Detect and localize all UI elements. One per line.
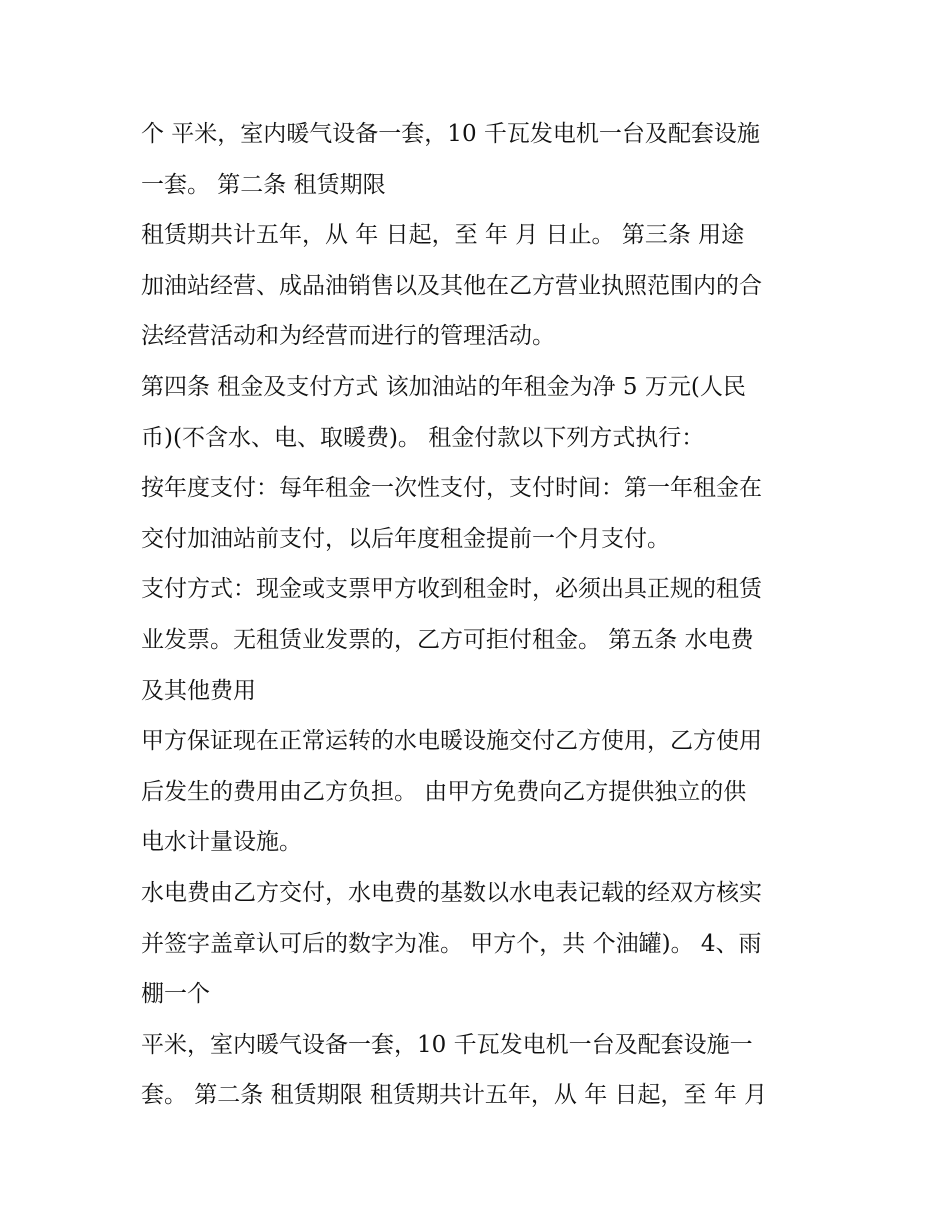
text-line-1: 个 平米，室内暖气设备一套，10 千瓦发电机一台及配套设施 (141, 121, 760, 147)
text-line-4: 加油站经营、成品油销售以及其他在乙方营业执照范围内的合 (141, 272, 762, 299)
text-line-14: 后发生的费用由乙方负担。 由甲方免费向乙方提供独立的供 (141, 778, 747, 805)
text-line-15: 电水计量设施。 (141, 829, 302, 856)
text-line-19: 平米，室内暖气设备一套，10 千瓦发电机一台及配套设施一 (141, 1031, 753, 1058)
text-line-2: 一套。 第二条 租赁期限 (141, 171, 386, 198)
text-line-16: 水电费由乙方交付，水电费的基数以水电表记载的经双方核实 (141, 879, 762, 906)
text-line-3: 租赁期共计五年，从 年 日起，至 年 月 日止。 第三条 用途 (141, 222, 745, 249)
text-line-10: 支付方式：现金或支票甲方收到租金时，必须出具正规的租赁 (141, 576, 762, 603)
text-line-13: 甲方保证现在正常运转的水电暖设施交付乙方使用，乙方使用 (141, 728, 762, 755)
text-line-11: 业发票。无租赁业发票的，乙方可拒付租金。 第五条 水电费 (141, 626, 754, 653)
text-line-18: 棚一个 (141, 981, 210, 1008)
text-line-12: 及其他费用 (141, 677, 256, 704)
document-body (141, 109, 821, 1121)
text-line-20: 套。 第二条 租赁期限 租赁期共计五年，从 年 日起，至 年 月 (141, 1082, 768, 1109)
text-line-9: 交付加油站前支付，以后年度租金提前一个月支付。 (141, 525, 670, 552)
text-line-6: 第四条 租金及支付方式 该加油站的年租金为净 5 万元(人民 (141, 373, 746, 400)
text-line-5: 法经营活动和为经营而进行的管理活动。 (141, 323, 555, 350)
text-line-8: 按年度支付：每年租金一次性支付，支付时间：第一年租金在 (141, 475, 762, 502)
text-line-17: 并签字盖章认可后的数字为准。 甲方个，共 个油罐)。 4、雨 (141, 930, 762, 957)
text-line-7: 币)(不含水、电、取暖费)。 租金付款以下列方式执行： (141, 424, 705, 451)
